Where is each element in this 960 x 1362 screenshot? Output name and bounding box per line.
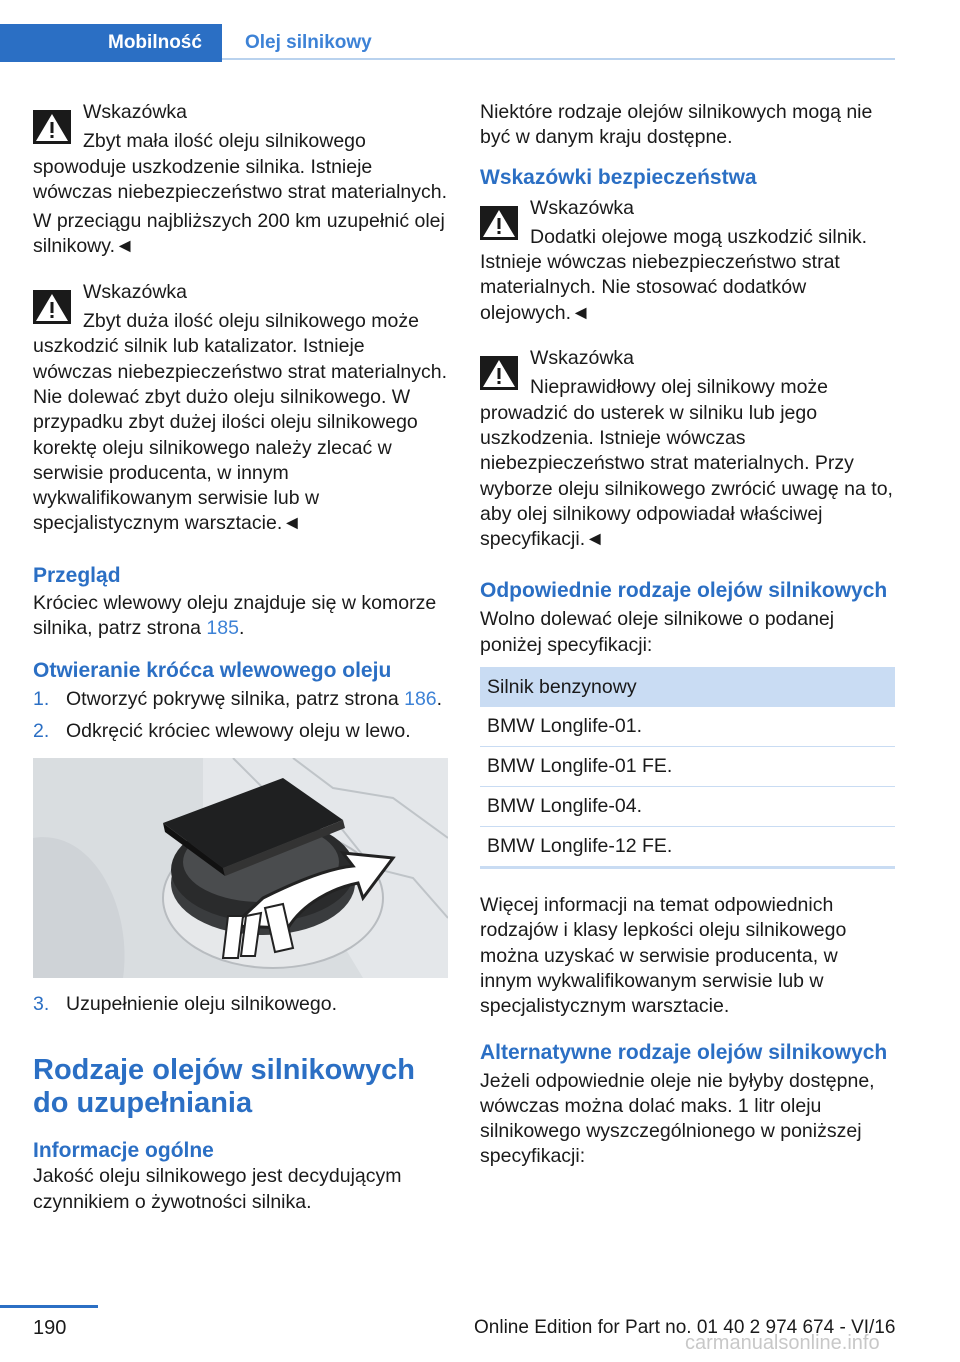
general-info-text: Jakość oleju silnikowego jest decydującym czynnikiem o żywotności silnika. xyxy=(33,1165,402,1213)
warning-title: Wskazówka xyxy=(83,280,188,303)
warning-box-wrong-oil xyxy=(480,346,895,552)
availability-text: Niektóre rodzaje olejów silnikowych mogą nie być w danym kraju dostępne. xyxy=(480,101,873,149)
safety-heading: Wskazówki bezpieczeństwa xyxy=(480,165,757,189)
open-steps-list-continued xyxy=(33,992,448,1017)
edition-text: Online Edition for Part no. 01 40 2 974 674 - VI/16 xyxy=(474,1317,896,1338)
table-row: BMW Longlife-01 FE. xyxy=(480,747,895,787)
warning-triangle-icon xyxy=(33,110,71,144)
list-item: 3. Uzupełnienie oleju silnikowego. xyxy=(33,992,338,1015)
list-item: 1. Otworzyć pokrywę silnika, patrz strona 186. xyxy=(33,688,443,711)
header-subsection-tab[interactable]: Olej silnikowy xyxy=(222,24,895,60)
header-section-tab[interactable]: Mobilność xyxy=(0,24,222,62)
general-info-heading: Informacje ogólne xyxy=(33,1139,214,1163)
warning-title: Wskazówka xyxy=(530,196,635,219)
suitable-oils-heading: Odpowiednie rodzaje olejów silnikowych xyxy=(480,579,888,603)
oil-cap-image xyxy=(33,758,448,978)
warning-title: Wskazówka xyxy=(83,101,188,123)
warning-text: Zbyt mała ilość oleju silnikowego spowoduje uszkodzenie silnika. Istnieje wówczas niebezpieczeństwo strat materialnych. xyxy=(33,130,448,203)
warning-triangle-icon xyxy=(33,290,71,324)
page-link-186[interactable]: 186 xyxy=(404,688,437,711)
alternative-oils-heading: Alternatywne rodzaje olejów silnikowych xyxy=(480,1040,888,1064)
overview-heading: Przegląd xyxy=(33,563,121,587)
warning-text: Zbyt duża ilość oleju silnikowego może uszkodzić silnik lub katalizator. Istnieje wówczas niebezpieczeństwo strat materialnych. Nie dolewać zbyt dużo oleju silnikowego. W przypadku zbyt dużej ilości oleju silnikowego korektę oleju silnikowego należy zlecać w serwisie producenta, w innym wykwalifikowanym serwisie lub w specjalistycznym warsztacie.◄ xyxy=(33,310,448,535)
table-header: Silnik benzynowy xyxy=(480,667,895,707)
suitable-oils-text: Wolno dolewać oleje silnikowe o podanej poniżej specyfikacji: xyxy=(480,608,835,656)
warning-triangle-icon xyxy=(480,206,518,240)
page-link-185[interactable]: 185 xyxy=(206,617,239,640)
left-column xyxy=(33,100,448,1215)
warning-text: Dodatki olejowe mogą uszkodzić silnik. Istnieje wówczas niebezpieczeństwo strat materialnych. Nie stosować dodatków olejowych.◄ xyxy=(480,225,868,324)
table-row: BMW Longlife-04. xyxy=(480,787,895,827)
oil-spec-table xyxy=(480,667,895,869)
warning-box-too-much-oil xyxy=(33,280,448,537)
right-column xyxy=(480,100,895,1170)
warning-extra-text: W przeciągu najbliższych 200 km uzupełnić olej silnikowy.◄ xyxy=(33,210,445,258)
warning-box-additives xyxy=(480,196,895,326)
warning-triangle-icon xyxy=(480,356,518,390)
table-row: BMW Longlife-01. xyxy=(480,707,895,747)
overview-text: Króciec wlewowy oleju znajduje się w komorze silnika, patrz strona 185. xyxy=(33,591,437,640)
warning-text: Nieprawidłowy olej silnikowy może prowadzić do usterek w silniku lub jego uszkodzenia. Istnieje wówczas niebezpieczeństwo strat materialnych. Przy wyborze oleju silnikowego zwrócić uwagę na to, aby olej silnikowy odpowiadał właściwej specyfikacji.◄ xyxy=(480,376,893,551)
oil-types-heading: Rodzaje olejów silnikowych do uzupełniania xyxy=(33,1054,415,1120)
page-number: 190 xyxy=(33,1317,67,1339)
page-header xyxy=(0,24,895,62)
watermark-text: carmanualsonline.info xyxy=(685,1332,880,1354)
alternative-oils-text: Jeżeli odpowiednie oleje nie byłyby dostępne, wówczas można dolać maks. 1 litr oleju silnikowego wyszczególnionego w poniższej specyfikacji: xyxy=(480,1069,875,1168)
list-item: 2. Odkręcić króciec wlewowy oleju w lewo. xyxy=(33,719,411,742)
table-row: BMW Longlife-12 FE. xyxy=(480,827,895,868)
open-filler-heading: Otwieranie króćca wlewowego oleju xyxy=(33,659,392,683)
oil-filler-cap-illustration xyxy=(33,758,448,978)
warning-title: Wskazówka xyxy=(530,347,635,370)
open-steps-list xyxy=(33,687,448,744)
more-info-text: Więcej informacji na temat odpowiednich rodzajów i klasy lepkości oleju silnikowego można uzyskać w serwisie producenta, w innym wykwalifikowanym serwisie lub w specjalistycznym warsztacie. xyxy=(480,894,847,1018)
footer-rule xyxy=(0,1305,98,1308)
warning-box-low-oil xyxy=(33,100,448,205)
